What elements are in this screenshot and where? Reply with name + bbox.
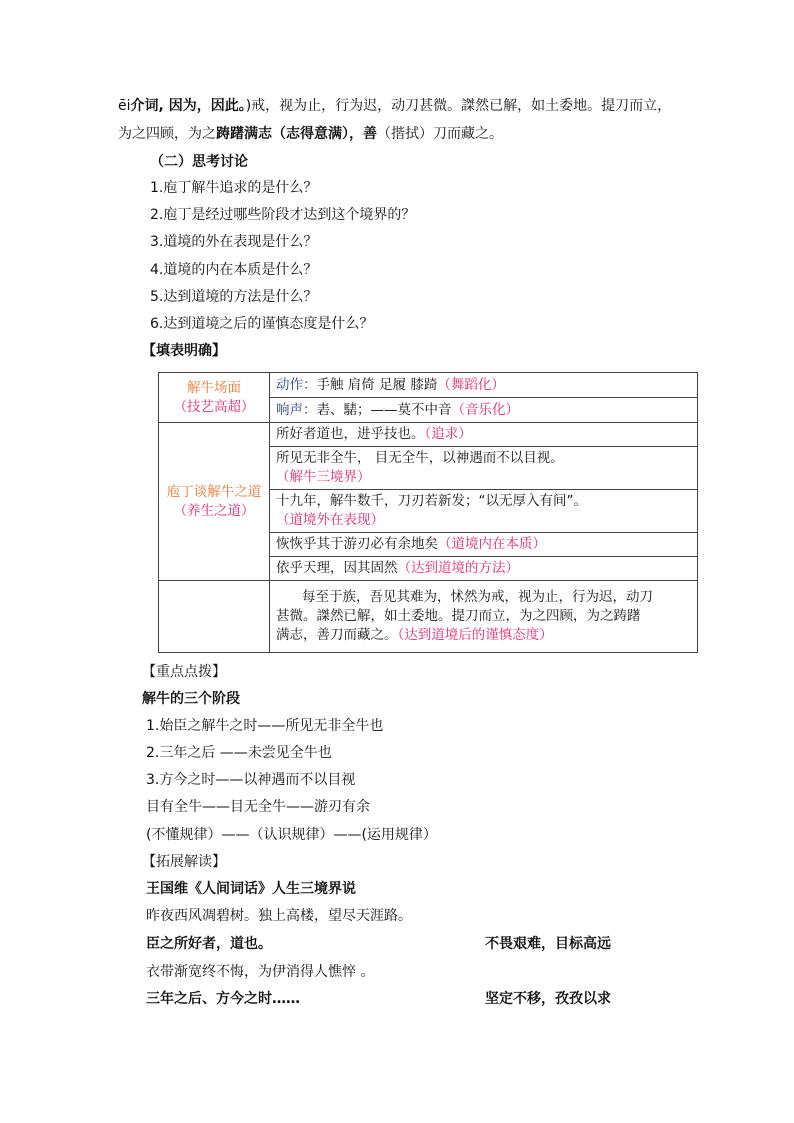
poem-line: 衣带渐宽终不悔，为伊消得人憔悴 。 [146,964,375,980]
intro-text: 为之四顾，为之 [118,126,216,142]
row-text: 所好者道也，进乎技也。 [276,426,425,442]
table-row [270,398,698,423]
row-tag: （达到道境后的谨慎态度） [397,627,553,643]
row-tag: （达到道境的方法） [397,560,519,576]
table-row [270,423,698,447]
interpretation: 坚定不移，孜孜以求 [485,991,611,1007]
row-text: 手触 肩倚 足履 膝踦 [316,376,438,393]
row-tag: （舞蹈化） [437,376,505,393]
intro-line-1 [118,96,671,116]
extension-heading: 【拓展解读】 [142,854,226,870]
question-item: 5.达到道境的方法是什么？ [150,289,318,305]
interpretation: 不畏艰难，目标高远 [485,936,611,952]
row-tag: （解牛三境界） [276,469,371,485]
table-row [270,373,698,398]
question-item: 2.庖丁是经过哪些阶段才达到这个境界的？ [150,207,416,223]
row-text: 砉、騞；——莫不中音 [316,401,452,418]
table-row [270,447,698,490]
group-title: 解牛场面 [187,379,241,396]
row-text: 恢恢乎其于游刃必有余地矣 [276,536,438,552]
intro-text: )戒，视为止，行为迟，动刀甚微。謋然已解，如土委地。提刀而立， [245,98,672,114]
row-tag: （道境内在本质） [438,536,546,552]
group-cell-empty [159,581,270,653]
intro-pinyin: ēi [118,98,131,114]
table-row [270,581,698,653]
row-text: 所见无非全牛， 目无全牛，以神遇而不以目视。 [276,450,564,466]
chain-line: 目有全牛——目无全牛——游刃有余 [146,799,370,815]
intro-note: 介词, 因为，因此。 [130,98,246,114]
key-points-heading: 【重点点拨】 [142,664,226,680]
quote-line: 臣之所好者，道也。 [146,936,272,952]
key-points-subheading: 解牛的三个阶段 [142,691,240,707]
group-title: 庖丁谈解牛之道 [166,483,262,500]
question-item: 4.道境的内在本质是什么？ [150,262,318,278]
table-row [270,557,698,581]
fill-table-heading: 【填表明确】 [142,343,226,359]
list-item: 1.始臣之解牛之时——所见无非全牛也 [146,718,384,734]
discussion-heading: （二）思考讨论 [150,154,248,170]
row-tag: （道境外在表现） [276,512,384,528]
group-subtitle: （养生之道） [173,502,255,519]
fill-table [158,372,698,653]
question-item: 1.庖丁解牛追求的是什么？ [150,180,318,196]
table-row [270,490,698,533]
row-label: 响声： [276,401,317,418]
row-text: 满志，善刀而藏之。 [276,627,398,643]
intro-note: 踌躇满志（志得意满），善 [216,126,377,142]
row-tag: （音乐化） [451,401,519,418]
list-item: 3.方今之时——以神遇而不以目视 [146,772,356,788]
row-text: 依乎天理，因其固然 [276,560,398,576]
group-cell-dao [159,423,270,581]
intro-line-2 [118,124,503,144]
row-tag: （追求） [424,426,472,442]
row-text: 甚微。謋然已解，如土委地。提刀而立，为之四顾，为之踌躇 [276,608,641,624]
group-cell-scene [159,373,270,423]
list-item: 2.三年之后 ——未尝见全牛也 [146,745,332,761]
row-text: 十九年，解牛数千，刀刃若新发；“以无厚入有间”。 [276,493,587,509]
quote-line: 三年之后、方今之时…… [146,991,300,1007]
extension-subheading: 王国维《人间词话》人生三境界说 [146,881,356,897]
question-item: 3.道境的外在表现是什么？ [150,234,318,250]
poem-line: 昨夜西风凋碧树。独上高楼，望尽天涯路。 [146,908,412,924]
row-label: 动作： [276,376,317,393]
intro-text: （揩拭）刀而藏之。 [377,126,503,142]
group-subtitle: （技艺高超） [173,398,255,415]
row-text: 每至于族，吾见其难为，怵然为戒，视为止，行为迟，动刀 [302,589,653,605]
table-row [270,533,698,557]
question-item: 6.达到道境之后的谨慎态度是什么？ [150,316,374,332]
chain-line: (不懂规律）——（认识规律）——(运用规律） [146,827,437,843]
